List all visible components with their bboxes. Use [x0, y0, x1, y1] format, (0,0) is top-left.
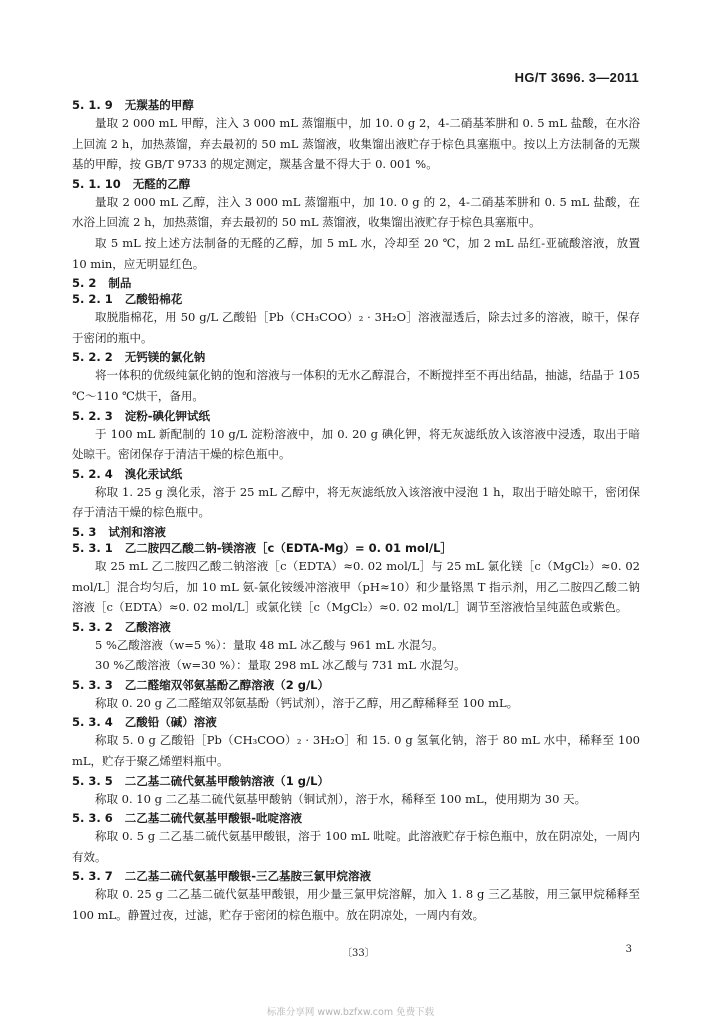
- section-paragraph: 称取 0. 20 g 乙二醛缩双邻氨基酚（钙试剂），溶于乙醇，用乙醇稀释至 100 mL。: [95, 695, 519, 710]
- section-paragraph: 取脱脂棉花，用 50 g/L 乙酸铅［Pb（CH₃COO）₂ · 3H₂O］溶液湿透后，除去过多的溶液，晾干，保存于密闭的瓶中。: [72, 310, 640, 345]
- section-paragraph: 量取 2 000 mL 乙醇，注入 3 000 mL 蒸馏瓶中，加 10. 0 g 的 2，4-二硝基苯肼和 0. 5 mL 盐酸，在水浴上回流 2 h，加热蒸馏，弃去最初的 50 mL 蒸馏液，收集馏出液贮存于棕色具塞瓶中。: [72, 194, 640, 230]
- section-paragraph: 称取 5. 0 g 乙酸铅［Pb（CH₃COO）₂ · 3H₂O］和 15. 0 g 氢氧化钠，溶于 80 mL 水中，稀释至 100 mL，贮存于聚乙烯塑料瓶中。: [72, 733, 640, 769]
- page-sequence-number: 〔33〕: [342, 948, 375, 959]
- section-paragraph: 称取 1. 25 g 溴化汞，溶于 25 mL 乙醇中，将无灰滤纸放入该溶液中浸泡 1 h，取出于暗处晾干，密闭保存于清洁干燥的棕色瓶中。: [72, 484, 640, 520]
- section-heading: 5. 3. 6 二乙基二硫代氨基甲酸银-吡啶溶液: [72, 811, 303, 826]
- section-paragraph: 量取 2 000 mL 甲醇，注入 3 000 mL 蒸馏瓶中，加 10. 0 g 2，4-二硝基苯肼和 0. 5 mL 盐酸，在水浴上回流 2 h，加热蒸馏，弃去最初的 50 mL 蒸馏液，收集馏出液贮存于棕色具塞瓶中。按以上方法制备的无羰基的甲醇，按 GB/T 9733 的规定测定，羰基含量不得大于 0. 001 %。: [72, 116, 640, 172]
- section-heading: 5. 3. 7 二乙基二硫代氨基甲酸银-三乙基胺三氯甲烷溶液: [72, 869, 372, 884]
- standard-code: HG/T 3696. 3—2011: [514, 70, 639, 85]
- section-paragraph: 称取 0. 5 g 二乙基二硫代氨基甲酸银，溶于 100 mL 吡啶。此溶液贮存于棕色瓶中，放在阴凉处，一周内有效。: [72, 829, 640, 864]
- section-paragraph: 称取 0. 10 g 二乙基二硫代氨基甲酸钠（铜试剂），溶于水，稀释至 100 mL，使用期为 30 天。: [95, 791, 587, 806]
- section-heading: 5. 1. 10 无醛的乙醇: [72, 176, 191, 191]
- document-body: [72, 96, 640, 926]
- section-paragraph: 30 %乙酸溶液（w=30 %）：量取 298 mL 冰乙酸与 731 mL 水混匀。: [95, 658, 466, 673]
- section-paragraph: 取 5 mL 按上述方法制备的无醛的乙醇，加 5 mL 水，冷却至 20 ℃，加 2 mL 品红-亚硫酸溶液，放置 10 min，应无明显红色。: [72, 235, 640, 271]
- page-number: 3: [625, 944, 632, 955]
- section-paragraph: 于 100 mL 新配制的 10 g/L 淀粉溶液中，加 0. 20 g 碘化钾，将无灰滤纸放入该溶液中浸透，取出于暗处晾干。密闭保存于清洁干燥的棕色瓶中。: [72, 426, 640, 462]
- section-heading: 5. 3. 2 乙酸溶液: [72, 619, 171, 634]
- section-heading: 5. 2 制品: [72, 276, 132, 291]
- section-heading: 5. 2. 1 乙酸铅棉花: [72, 292, 183, 307]
- watermark-text: 标准分享网 www.bzfxw.com 免费下载: [266, 1007, 435, 1018]
- section-paragraph: 称取 0. 25 g 二乙基二硫代氨基甲酸银，用少量三氯甲烷溶解，加入 1. 8 g 三乙基胺，用三氯甲烷稀释至 100 mL。静置过夜，过滤，贮存于密闭的棕色瓶中。放在阴凉处，一周内有效。: [72, 887, 640, 923]
- section-heading: 5. 2. 4 溴化汞试纸: [72, 466, 183, 481]
- section-heading: 5. 2. 3 淀粉-碘化钾试纸: [72, 408, 211, 423]
- section-heading: 5. 2. 2 无钙镁的氯化钠: [72, 350, 206, 365]
- section-heading: 5. 3. 3 乙二醛缩双邻氨基酚乙醇溶液（2 g/L）: [72, 677, 330, 692]
- section-heading: 5. 3. 1 乙二胺四乙酸二钠-镁溶液［c（EDTA-Mg）= 0. 01 mol/L］: [72, 540, 452, 555]
- section-paragraph: 取 25 mL 乙二胺四乙酸二钠溶液［c（EDTA）≈0. 02 mol/L］与 25 mL 氯化镁［c（MgCl₂）≈0. 02 mol/L］混合均匀后，加 10 mL 氨-氯化铵缓冲溶液甲（pH≈10）和少量铬黑 T 指示剂，用乙二胺四乙酸二钠溶液［c（EDTA）≈0. 02 mol/L］或氯化镁［c（MgCl₂）≈0. 02 mol/L］调节至溶液恰呈纯蓝色或紫色。: [72, 558, 640, 615]
- section-heading: 5. 3. 5 二乙基二硫代氨基甲酸钠溶液（1 g/L）: [72, 773, 330, 788]
- section-heading: 5. 1. 9 无羰基的甲醇: [72, 98, 194, 112]
- section-heading: 5. 3 试剂和溶液: [72, 524, 166, 539]
- section-paragraph: 5 %乙酸溶液（w=5 %）：量取 48 mL 冰乙酸与 961 mL 水混匀。: [95, 637, 444, 652]
- section-heading: 5. 3. 4 乙酸铅（碱）溶液: [72, 715, 217, 730]
- section-paragraph: 将一体积的优级纯氯化钠的饱和溶液与一体积的无水乙醇混合，不断搅拌至不再出结晶，抽滤，结晶于 105 ℃～110 ℃烘干，备用。: [72, 368, 640, 403]
